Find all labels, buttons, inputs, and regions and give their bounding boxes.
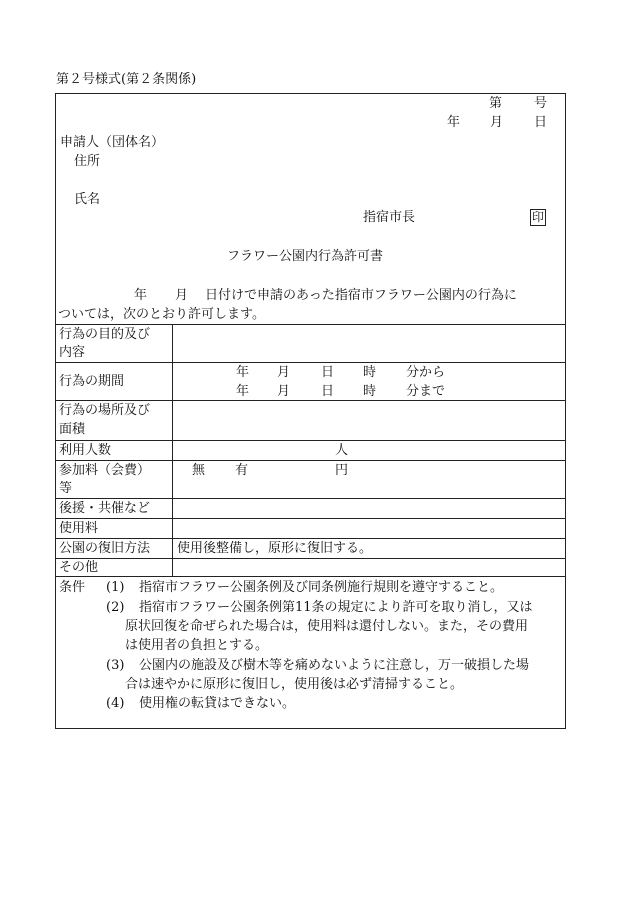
document-title: フラワー公園内行為許可書: [227, 249, 384, 264]
place-label-2: 面積: [59, 422, 86, 437]
applicant-address-label: 住所: [74, 154, 101, 169]
fee-label-2: 等: [59, 481, 73, 496]
condition-text: は使用者の負担とする。: [125, 638, 269, 653]
applicant-group-label: 申請人（団体名）: [60, 135, 165, 150]
row-divider: [55, 362, 566, 363]
issuer-title: 指宿市長: [363, 210, 416, 225]
period-minute-until: 分まで: [406, 384, 446, 399]
fee-label: 参加料（会費）: [59, 463, 151, 478]
row-divider: [55, 400, 566, 401]
row-divider: [55, 558, 566, 559]
number-dai: 第: [489, 96, 503, 111]
applicant-name-label: 氏名: [74, 192, 101, 207]
period-year-1: 年: [236, 365, 250, 380]
table-bottom-line: [55, 576, 566, 577]
place-label: 行為の場所及び: [59, 403, 151, 418]
support-label: 後援・共催など: [59, 501, 151, 516]
date-year: 年: [447, 115, 461, 130]
fee-unit: 円: [335, 463, 349, 478]
condition-number: (4): [106, 696, 125, 711]
purpose-label-2: 内容: [59, 345, 86, 360]
period-day-1: 日: [321, 365, 335, 380]
period-year-2: 年: [236, 384, 250, 399]
fee-yes-option: 有: [235, 463, 249, 478]
condition-number: (3): [106, 658, 125, 673]
fee-none-option: 無: [192, 463, 206, 478]
seal-mark: 印: [531, 210, 544, 224]
conditions-label: 条件: [59, 580, 86, 595]
number-go: 号: [534, 96, 548, 111]
condition-text: 指宿市フラワー公園条例及び同条例施行規則を遵守すること。: [139, 580, 504, 595]
period-month-2: 月: [277, 384, 291, 399]
row-divider: [55, 440, 566, 441]
condition-text: 指宿市フラワー公園条例第11条の規定により許可を取り消し，又は: [139, 600, 533, 615]
period-label: 行為の期間: [59, 374, 125, 389]
condition-text: 公園内の施設及び樹木等を痛めないように注意し，万一破損した場: [139, 658, 530, 673]
column-divider: [172, 324, 173, 576]
condition-text: 合は速やかに原形に復旧し，使用後は必ず清掃すること。: [125, 677, 464, 692]
row-divider: [55, 538, 566, 539]
intro-line1: 日付けで申請のあった指宿市フラワー公園内の行為に: [205, 288, 517, 303]
row-divider: [55, 518, 566, 519]
restore-value: 使用後整備し，原形に復旧する。: [177, 541, 373, 556]
period-hour-2: 時: [363, 384, 377, 399]
row-divider: [55, 498, 566, 499]
other-label: その他: [59, 560, 99, 575]
period-minute-from: 分から: [406, 365, 446, 380]
condition-number: (2): [106, 600, 125, 615]
restore-label: 公園の復旧方法: [59, 541, 151, 556]
users-label: 利用人数: [59, 443, 112, 458]
usage-fee-label: 使用料: [59, 521, 99, 536]
table-top-line: [55, 324, 566, 325]
period-month-1: 月: [277, 365, 291, 380]
period-hour-1: 時: [363, 365, 377, 380]
date-month: 月: [490, 115, 504, 130]
form-number-label: 第２号様式(第２条関係): [56, 72, 197, 87]
intro-month: 月: [175, 288, 189, 303]
condition-text: 原状回復を命ぜられた場合は，使用料は還付しない。また，その費用: [125, 619, 529, 634]
intro-year: 年: [134, 288, 148, 303]
row-divider: [55, 460, 566, 461]
users-unit: 人: [335, 443, 349, 458]
date-day: 日: [534, 115, 548, 130]
purpose-label: 行為の目的及び: [59, 327, 151, 342]
condition-text: 使用権の転貸はできない。: [139, 696, 296, 711]
period-day-2: 日: [321, 384, 335, 399]
condition-number: (1): [106, 580, 125, 595]
intro-line2: ついては，次のとおり許可します。: [58, 307, 265, 322]
